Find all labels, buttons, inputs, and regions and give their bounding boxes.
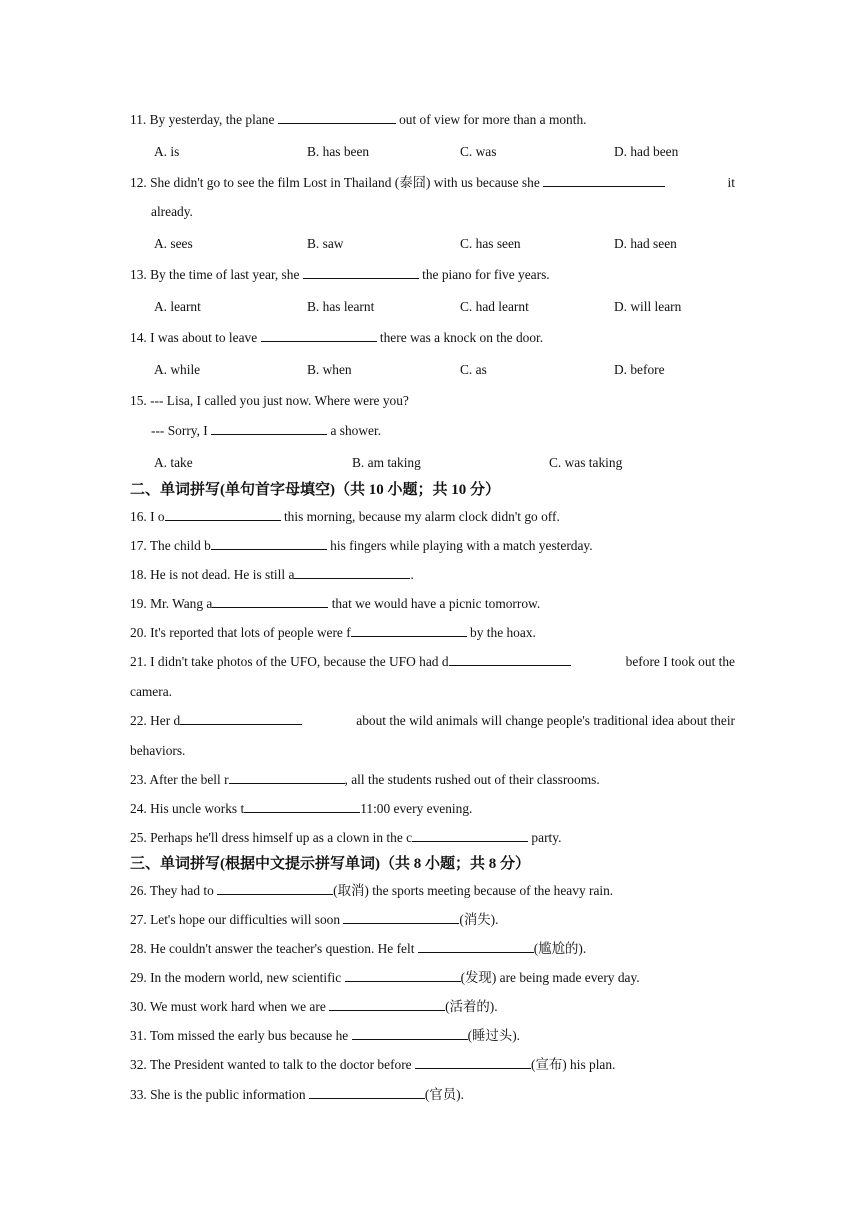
- question-text: 16. I o: [130, 509, 165, 524]
- answer-blank[interactable]: [217, 882, 333, 895]
- question-22-continuation: behaviors.: [130, 743, 186, 758]
- question-text: (发现) are being made every day.: [460, 970, 640, 985]
- answer-blank[interactable]: [343, 911, 459, 924]
- question-text: 29. In the modern world, new scientific: [130, 970, 345, 985]
- option-d[interactable]: D. before: [614, 362, 665, 377]
- question-text: (尴尬的).: [533, 941, 587, 956]
- question-11: [130, 111, 735, 129]
- answer-blank[interactable]: [418, 940, 534, 953]
- option-c[interactable]: C. was: [460, 144, 497, 159]
- question-text: 14. I was about to leave: [130, 330, 261, 345]
- question-12-continuation: already.: [151, 204, 193, 219]
- section-heading-2: 二、单词拼写(单句首字母填空)（共 10 小题；共 10 分）: [130, 482, 500, 498]
- question-13: [130, 266, 735, 284]
- question-text: (睡过头).: [467, 1028, 521, 1043]
- question-text: 25. Perhaps he'll dress himself up as a clown in the c: [130, 830, 413, 845]
- question-19: [130, 595, 735, 613]
- question-text: --- Sorry, I: [151, 423, 212, 438]
- question-12: [130, 174, 735, 192]
- question-text: by the hoax.: [466, 625, 536, 640]
- question-15-reply: [151, 422, 756, 440]
- question-26: [130, 882, 735, 900]
- option-a[interactable]: A. sees: [154, 236, 193, 251]
- question-15: 15. --- Lisa, I called you just now. Where were you?: [130, 393, 409, 408]
- question-text: this morning, because my alarm clock didn't go off.: [280, 509, 560, 524]
- option-a[interactable]: A. learnt: [154, 299, 201, 314]
- question-20: [130, 624, 735, 642]
- question-text: 31. Tom missed the early bus because he: [130, 1028, 352, 1043]
- question-text: 27. Let's hope our difficulties will soon: [130, 912, 344, 927]
- question-text: 11:00 every evening.: [360, 801, 473, 816]
- question-21-continuation: camera.: [130, 684, 172, 699]
- option-c[interactable]: C. had learnt: [460, 299, 529, 314]
- question-text: (官员).: [424, 1087, 464, 1102]
- question-text: out of view for more than a month.: [395, 112, 587, 127]
- answer-blank[interactable]: [211, 422, 327, 435]
- question-text: about the wild animals will change people's traditional idea about their: [356, 713, 735, 728]
- option-d[interactable]: D. will learn: [614, 299, 682, 314]
- answer-blank[interactable]: [294, 566, 410, 579]
- question-text: there was a knock on the door.: [376, 330, 544, 345]
- option-c[interactable]: C. as: [460, 362, 487, 377]
- question-text: 11. By yesterday, the plane: [130, 112, 278, 127]
- question-text: his fingers while playing with a match yesterday.: [326, 538, 593, 553]
- answer-blank[interactable]: [415, 1056, 531, 1069]
- answer-blank[interactable]: [309, 1086, 425, 1099]
- answer-blank[interactable]: [261, 329, 377, 342]
- question-text: , all the students rushed out of their classrooms.: [344, 772, 600, 787]
- answer-blank[interactable]: [244, 800, 360, 813]
- answer-blank[interactable]: [278, 111, 396, 124]
- question-17: [130, 537, 735, 555]
- option-d[interactable]: D. had seen: [614, 236, 677, 251]
- question-text: 20. It's reported that lots of people were f: [130, 625, 351, 640]
- option-c[interactable]: C. has seen: [460, 236, 521, 251]
- question-text: 21. I didn't take photos of the UFO, because the UFO had d: [130, 654, 449, 669]
- option-b[interactable]: B. when: [307, 362, 352, 377]
- question-text: 28. He couldn't answer the teacher's question. He felt: [130, 941, 418, 956]
- answer-blank[interactable]: [211, 537, 327, 550]
- section-heading-3: 三、单词拼写(根据中文提示拼写单词)（共 8 小题；共 8 分）: [130, 856, 530, 872]
- answer-blank[interactable]: [543, 174, 665, 187]
- question-text: it: [727, 175, 735, 190]
- question-text: (取消) the sports meeting because of the heavy rain.: [333, 883, 614, 898]
- option-a[interactable]: A. while: [154, 362, 201, 377]
- question-28: [130, 940, 735, 958]
- option-b[interactable]: B. saw: [307, 236, 344, 251]
- question-14: [130, 329, 735, 347]
- question-text: 23. After the bell r: [130, 772, 229, 787]
- question-32: [130, 1056, 735, 1074]
- question-text: before I took out the: [625, 654, 735, 669]
- question-25: [130, 829, 735, 847]
- answer-blank[interactable]: [351, 624, 467, 637]
- question-text: a shower.: [327, 423, 382, 438]
- question-text: 13. By the time of last year, she: [130, 267, 303, 282]
- question-21: [130, 653, 735, 671]
- question-text: 26. They had to: [130, 883, 218, 898]
- question-text: 24. His uncle works t: [130, 801, 245, 816]
- option-b[interactable]: B. has learnt: [307, 299, 375, 314]
- question-text: (宣布) his plan.: [530, 1057, 616, 1072]
- question-text: the piano for five years.: [418, 267, 550, 282]
- option-c[interactable]: C. was taking: [549, 455, 623, 470]
- question-31: [130, 1027, 735, 1045]
- question-24: [130, 800, 735, 818]
- question-text: (消失).: [459, 912, 499, 927]
- answer-blank[interactable]: [345, 969, 461, 982]
- option-b[interactable]: B. has been: [307, 144, 370, 159]
- option-b[interactable]: B. am taking: [352, 455, 421, 470]
- answer-blank[interactable]: [180, 712, 302, 725]
- answer-blank[interactable]: [352, 1027, 468, 1040]
- question-text: .: [410, 567, 414, 582]
- answer-blank[interactable]: [449, 653, 571, 666]
- option-a[interactable]: A. take: [154, 455, 193, 470]
- question-text: 30. We must work hard when we are: [130, 999, 330, 1014]
- question-text: 19. Mr. Wang a: [130, 596, 213, 611]
- answer-blank[interactable]: [412, 829, 528, 842]
- question-text: that we would have a picnic tomorrow.: [328, 596, 541, 611]
- question-18: [130, 566, 735, 584]
- option-d[interactable]: D. had been: [614, 144, 679, 159]
- answer-blank[interactable]: [212, 595, 328, 608]
- question-text: 33. She is the public information: [130, 1087, 309, 1102]
- question-text: 18. He is not dead. He is still a: [130, 567, 295, 582]
- question-text: party.: [528, 830, 562, 845]
- question-33: [130, 1086, 735, 1104]
- answer-blank[interactable]: [329, 998, 445, 1011]
- question-22: [130, 712, 735, 730]
- question-text: (活着的).: [445, 999, 498, 1014]
- answer-blank[interactable]: [165, 508, 281, 521]
- question-text: 32. The President wanted to talk to the doctor before: [130, 1057, 415, 1072]
- answer-blank[interactable]: [229, 771, 345, 784]
- question-text: 17. The child b: [130, 538, 211, 553]
- question-30: [130, 998, 735, 1016]
- question-27: [130, 911, 735, 929]
- question-29: [130, 969, 735, 987]
- answer-blank[interactable]: [303, 266, 419, 279]
- question-23: [130, 771, 735, 789]
- question-text: 12. She didn't go to see the film Lost in Thailand (泰囧) with us because she: [130, 175, 544, 190]
- option-a[interactable]: A. is: [154, 144, 180, 159]
- question-text: 22. Her d: [130, 713, 181, 728]
- question-16: [130, 508, 735, 526]
